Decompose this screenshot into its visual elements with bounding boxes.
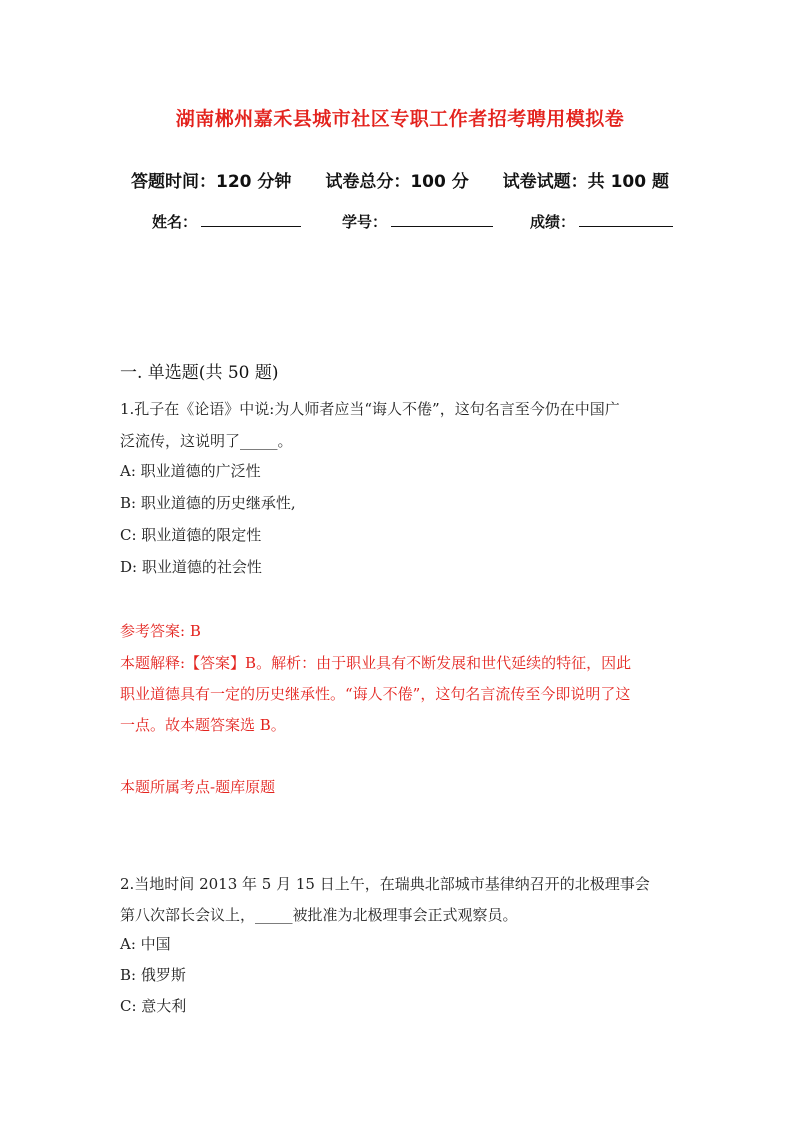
question-1-option-d: D: 职业道德的社会性: [120, 558, 262, 576]
question-2-stem-line2: 第八次部长会议上，_____被批准为北极理事会正式观察员。: [120, 906, 518, 924]
id-field: [342, 211, 493, 232]
section-heading: 一. 单选题(共 50 题): [120, 363, 279, 383]
question-1-stem-line2: 泛流传，这说明了_____。: [120, 432, 293, 450]
exam-total-score: 试卷总分：100 分: [325, 172, 469, 192]
name-field: [152, 211, 301, 232]
question-1-option-c: C: 职业道德的限定性: [120, 526, 262, 544]
question-2-option-b: B: 俄罗斯: [120, 966, 186, 984]
question-1-explain-line1: 本题解释:【答案】B。解析：由于职业具有不断发展和世代延续的特征，因此: [120, 654, 632, 672]
question-1-explain-line3: 一点。故本题答案选 B。: [120, 716, 286, 734]
exam-meta-row: [0, 167, 800, 192]
question-1-option-a: A: 职业道德的广泛性: [120, 462, 261, 480]
exam-title: 湖南郴州嘉禾县城市社区专职工作者招考聘用模拟卷: [175, 108, 625, 130]
exam-question-count: 试卷试题：共 100 题: [502, 172, 669, 192]
id-label: 学号：: [342, 213, 388, 231]
question-1-source: 本题所属考点-题库原题: [120, 778, 276, 796]
grade-field: [530, 211, 673, 232]
question-1-stem-line1: 1.孔子在《论语》中说:为人师者应当“诲人不倦”，这句名言至今仍在中国广: [120, 400, 620, 418]
id-blank: [391, 225, 493, 227]
exam-time: 答题时间：120 分钟: [131, 172, 292, 192]
question-1-option-b: B: 职业道德的历史继承性,: [120, 494, 296, 512]
grade-label: 成绩：: [530, 213, 576, 231]
question-1-answer: 参考答案: B: [120, 622, 201, 640]
name-label: 姓名：: [152, 213, 198, 231]
question-2-stem-line1: 2.当地时间 2013 年 5 月 15 日上午，在瑞典北部城市基律纳召开的北极理事会: [120, 875, 650, 893]
name-blank: [201, 225, 301, 227]
question-2-option-c: C: 意大利: [120, 997, 187, 1015]
grade-blank: [579, 225, 673, 227]
question-2-option-a: A: 中国: [120, 935, 171, 953]
question-1-explain-line2: 职业道德具有一定的历史继承性。“诲人不倦”，这句名言流传至今即说明了这: [120, 685, 631, 703]
